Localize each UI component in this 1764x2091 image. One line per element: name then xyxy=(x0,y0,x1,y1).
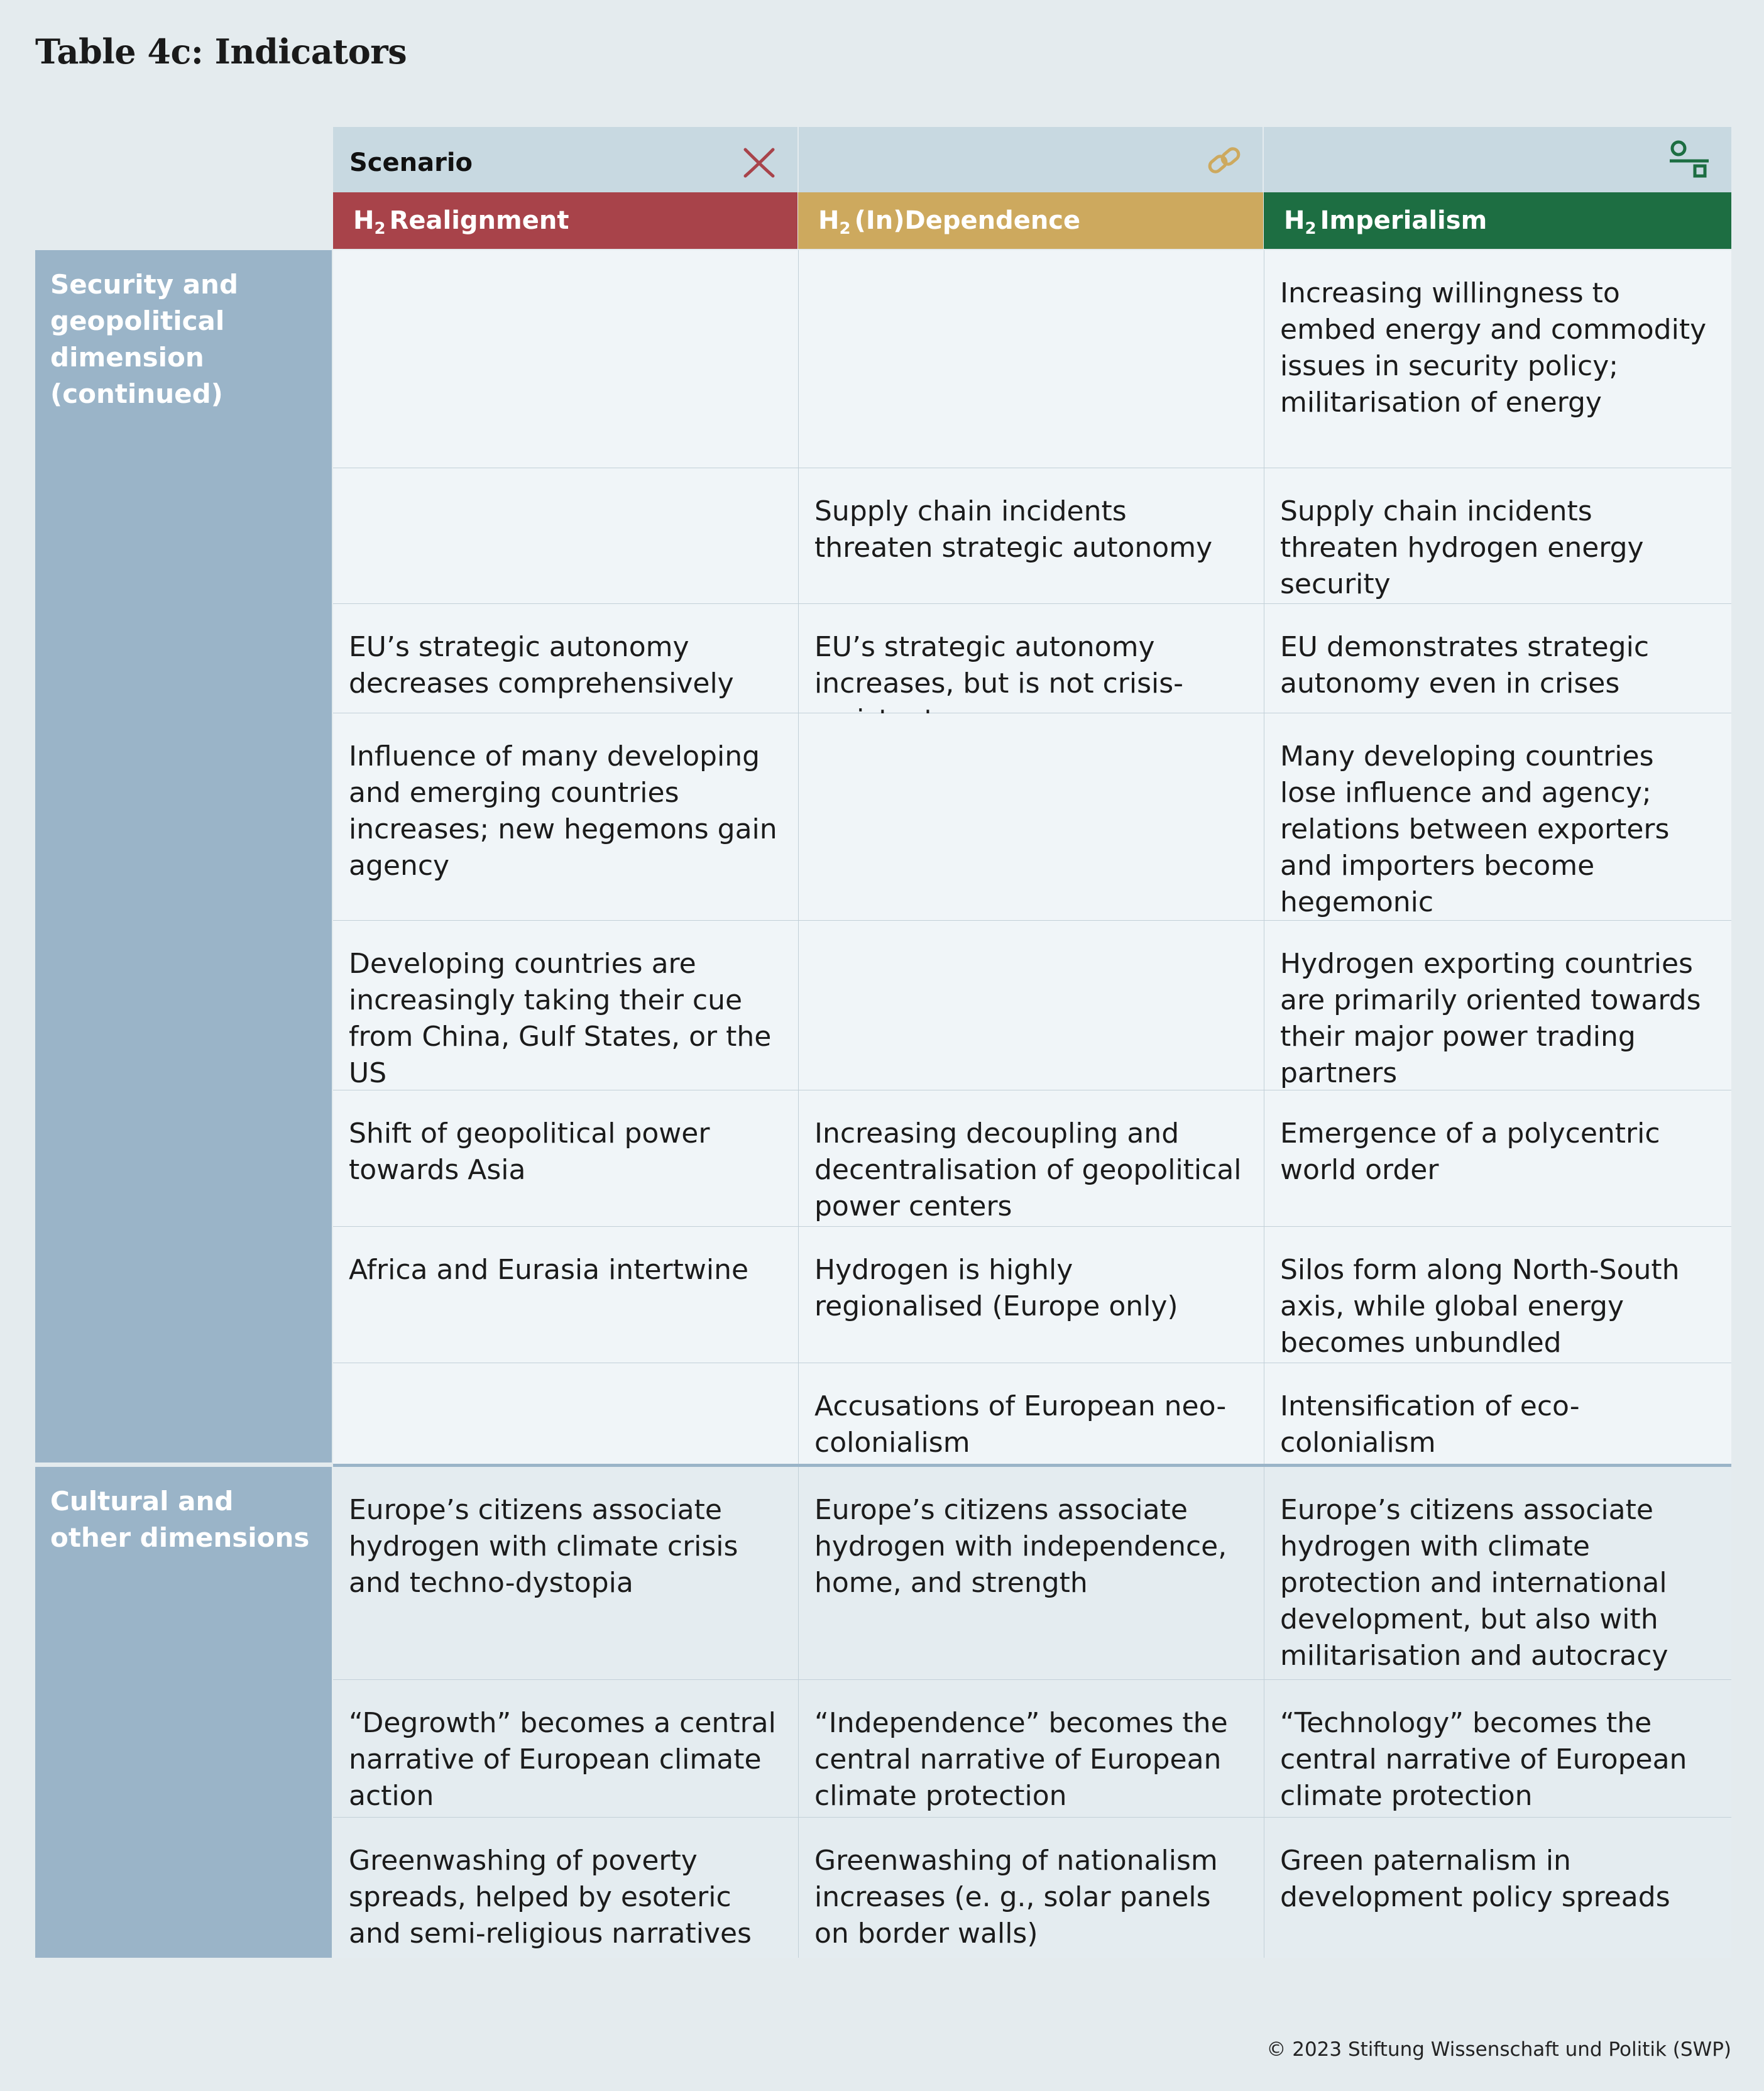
scenario-subscript: 2 xyxy=(839,219,851,238)
scenario-prefix: H xyxy=(1284,206,1305,235)
scenario-bar-imperialism xyxy=(1264,192,1731,249)
table-cell: Many developing countries lose influence and agency; relations between exporters and importers become hegemonic xyxy=(1264,713,1731,920)
scenario-header-row xyxy=(333,127,1731,192)
section-label-cultural xyxy=(35,1467,332,1958)
table-cell: Developing countries are increasingly taking their cue from China, Gulf States, or the US xyxy=(333,921,798,1090)
table-cell: “Technology” becomes the central narrative of European climate protection xyxy=(1264,1680,1731,1817)
header-divider xyxy=(797,127,799,192)
table-cell: Green paternalism in development policy spreads xyxy=(1264,1818,1731,1958)
header-divider xyxy=(1263,127,1264,192)
scenario-bar-realignment xyxy=(333,192,797,249)
table-cell xyxy=(333,468,798,603)
cultural-table-body xyxy=(333,1467,1731,1958)
table-cell: Shift of geopolitical power towards Asia xyxy=(333,1090,798,1226)
table-cell: Silos form along North-South axis, while global energy becomes unbundled xyxy=(1264,1227,1731,1363)
table-cell: Intensification of eco-colonialism xyxy=(1264,1363,1731,1466)
table-cell: EU’s strategic autonomy decreases comprehensively xyxy=(333,604,798,713)
table-cell xyxy=(799,713,1264,920)
table-cell: Supply chain incidents threaten hydrogen energy security xyxy=(1264,468,1731,603)
table-title: Table 4c: Indicators xyxy=(35,31,407,72)
chain-link-icon xyxy=(1207,143,1243,180)
security-table-body xyxy=(333,250,1731,1466)
section-label-text: Cultural and other dimensions xyxy=(50,1486,310,1553)
x-cross-icon xyxy=(742,147,777,178)
table-cell: EU demonstrates strategic autonomy even in crises xyxy=(1264,604,1731,713)
table-cell: Hydrogen is highly regionalised (Europe only) xyxy=(799,1227,1264,1363)
scenario-bar-independence xyxy=(798,192,1263,249)
scenario-subscript: 2 xyxy=(1305,219,1317,238)
table-cell: EU’s strategic autonomy increases, but is not crisis- xyxy=(799,604,1264,713)
table-cell xyxy=(799,921,1264,1090)
table-cell: Africa and Eurasia intertwine xyxy=(333,1227,798,1363)
scenario-prefix: H xyxy=(818,206,840,235)
table-cell xyxy=(333,1363,798,1466)
table-cell: Europe’s citizens associate hydrogen with climate protection and international development, but also with militarisation and autocracy xyxy=(1264,1467,1731,1679)
scenario-name: Realignment xyxy=(389,206,569,235)
section-label-security xyxy=(35,250,332,1463)
scenario-name: (In)Dependence xyxy=(854,206,1081,235)
table-cell: Greenwashing of nationalism increases (e. g., solar panels on border walls) xyxy=(799,1818,1264,1958)
scenario-name: Imperialism xyxy=(1320,206,1487,235)
table-cell: Emergence of a polycentric world order xyxy=(1264,1090,1731,1226)
scenario-prefix: H xyxy=(353,206,375,235)
table-cell: “Degrowth” becomes a central narrative of European climate action xyxy=(333,1680,798,1817)
table-cell: “Independence” becomes the central narrative of European climate protection xyxy=(799,1680,1264,1817)
table-cell: Hydrogen exporting countries are primarily oriented towards their major power trading partners xyxy=(1264,921,1731,1090)
table-cell: Supply chain incidents threaten strategic autonomy xyxy=(799,468,1264,603)
table-cell xyxy=(799,250,1264,468)
scenario-label: Scenario xyxy=(349,148,473,177)
section-label-text: Security and geopolitical dimension (continued) xyxy=(50,269,239,409)
copyright-footer: © 2023 Stiftung Wissenschaft und Politik (SWP) xyxy=(1266,2038,1731,2061)
table-cell: Influence of many developing and emerging countries increases; new hegemons gain agency xyxy=(333,713,798,920)
table-cell: Increasing willingness to embed energy and commodity issues in security policy; militarisation of energy xyxy=(1264,250,1731,468)
table-cell: Europe’s citizens associate hydrogen with climate crisis and techno-dystopia xyxy=(333,1467,798,1679)
table-cell: Increasing decoupling and decentralisation of geopolitical power centers xyxy=(799,1090,1264,1226)
circle-square-steps-icon xyxy=(1668,138,1712,178)
scenario-subscript: 2 xyxy=(374,219,386,238)
table-cell xyxy=(333,250,798,468)
table-cell: Accusations of European neo-colonialism xyxy=(799,1363,1264,1466)
table-cell: Europe’s citizens associate hydrogen with independence, home, and strength xyxy=(799,1467,1264,1679)
table-cell: Greenwashing of poverty spreads, helped by esoteric and semi-religious narratives xyxy=(333,1818,798,1958)
